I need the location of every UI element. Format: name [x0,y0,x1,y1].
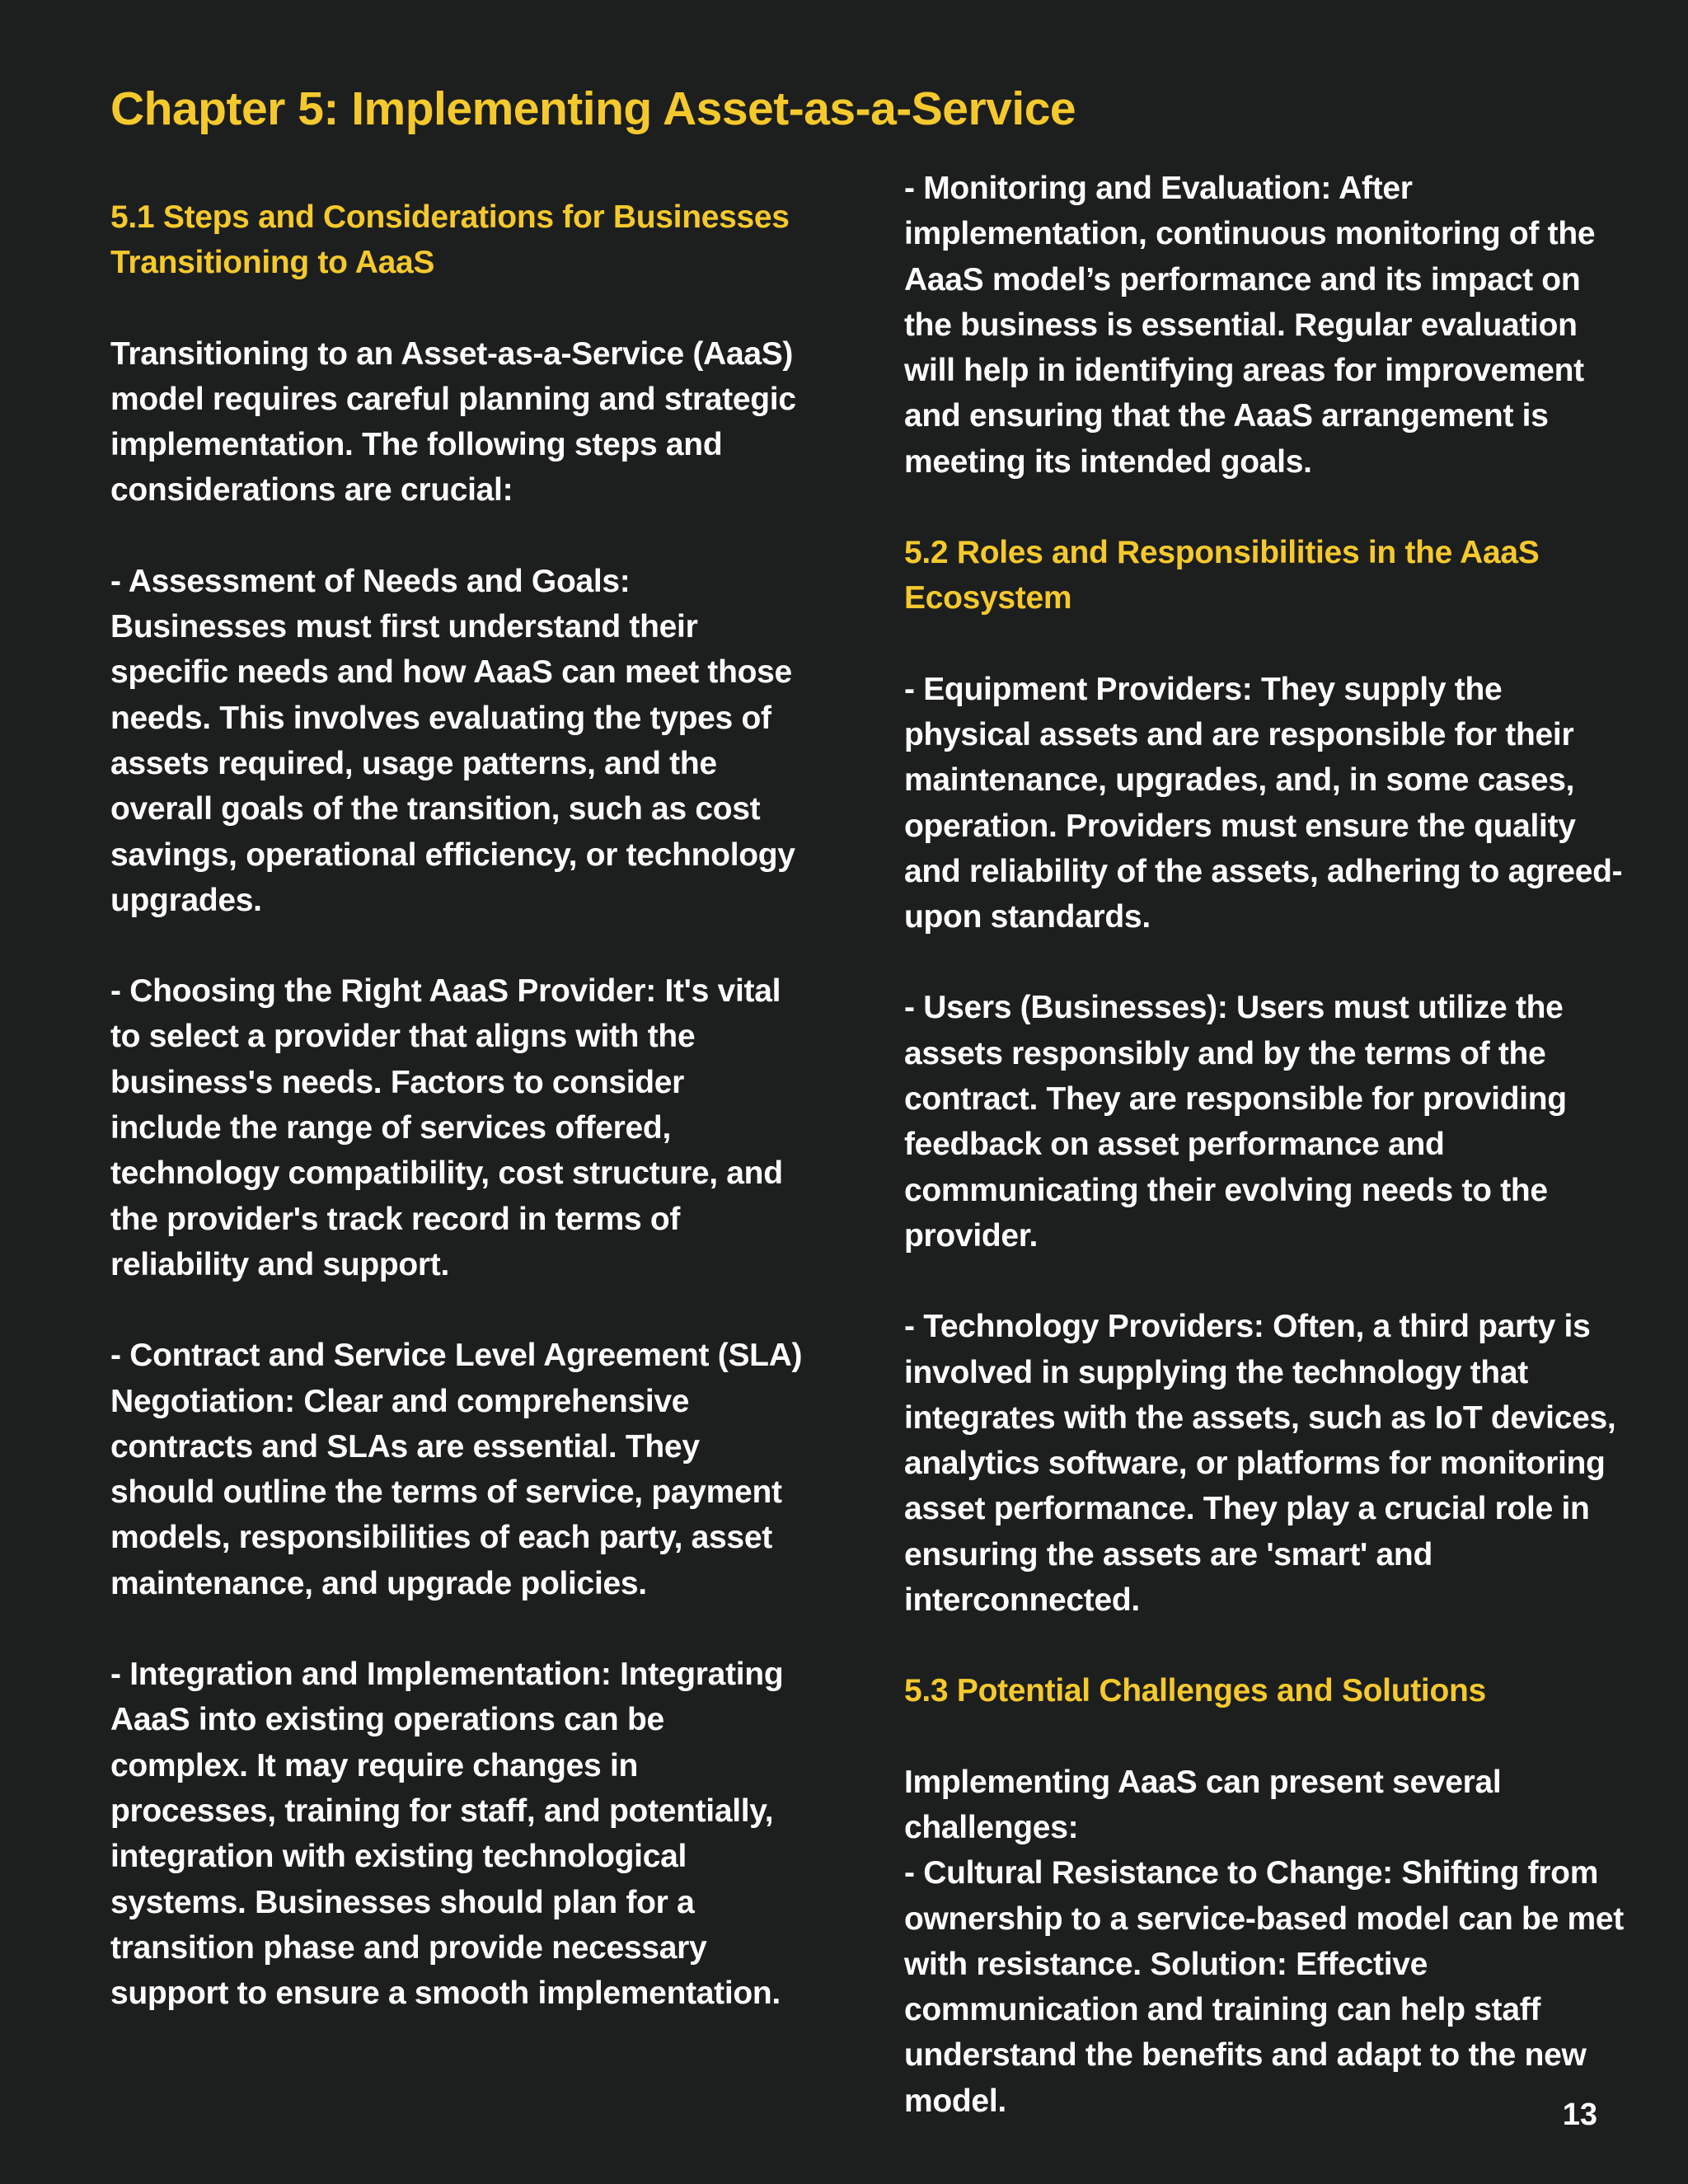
equipment-providers-paragraph: - Equipment Providers: They supply the physical assets and are responsible for their maintenance, upgrades, and, in some cases, operation. Providers must ensure the quality and reliability of the assets, adhering to agreed-upon standards. [904,671,1623,935]
section-5-1-heading: 5.1 Steps and Considerations for Businesses Transitioning to AaaS [110,199,790,281]
contract-paragraph: - Contract and Service Level Agreement (SLA) Negotiation: Clear and comprehensive contracts and SLAs are essential. They should outline the terms of service, payment models, responsibilities of each party, asset maintenance, and upgrade policies. [110,1338,803,1601]
provider-paragraph: - Choosing the Right AaaS Provider: It's vital to select a provider that aligns with the business's needs. Factors to consider include the range of services offered, technology compatibility, cost structure, and the provider's track record in terms of reliability and support. [110,973,783,1282]
section-5-3-heading: 5.3 Potential Challenges and Solutions [904,1673,1486,1709]
left-column [110,194,803,2016]
integration-paragraph: - Integration and Implementation: Integrating AaaS into existing operations can be complex. It may require changes in processes, training for staff, and potentially, integration with existing technological systems. Businesses should plan for a transition phase and provide necessary support to ensure a smooth implementation. [110,1657,784,2012]
challenges-intro: Implementing AaaS can present several challenges: [904,1764,1502,1845]
technology-providers-paragraph: - Technology Providers: Often, a third party is involved in supplying the technology that integrates with the assets, such as IoT devices, analytics software, or platforms for monitoring asset performance. They play a crucial role in ensuring the assets are 'smart' and interconnected. [904,1309,1616,1619]
right-column [904,166,1629,2124]
cultural-resistance-paragraph: - Cultural Resistance to Change: Shifting from ownership to a service-based model can be met with resistance. Solution: Effective communication and training can help staff understand the benefits and adapt to the new model. [904,1855,1624,2119]
page-number: 13 [1562,2097,1597,2132]
monitoring-paragraph: - Monitoring and Evaluation: After implementation, continuous monitoring of the AaaS model’s performance and its impact on the business is essential. Regular evaluation will help in identifying areas for improvement and ensuring that the AaaS arrangement is meeting its intended goals. [904,171,1596,480]
users-paragraph: - Users (Businesses): Users must utilize the assets responsibly and by the terms of the contract. They are responsible for providing feedback on asset performance and communicating their evolving needs to the provider. [904,990,1567,1254]
chapter-title: Chapter 5: Implementing Asset-as-a-Service [110,82,1076,135]
section-5-2-heading: 5.2 Roles and Responsibilities in the AaaS Ecosystem [904,535,1540,616]
section-5-1-intro: Transitioning to an Asset-as-a-Service (AaaS) model requires careful planning and strategic implementation. The following steps and considerations are crucial: [110,335,796,509]
assessment-paragraph: - Assessment of Needs and Goals: Businesses must first understand their specific needs and how AaaS can meet those needs. This involves evaluating the types of assets required, usage patterns, and the overall goals of the transition, such as cost savings, operational efficiency, or technology upgrades. [110,563,795,918]
